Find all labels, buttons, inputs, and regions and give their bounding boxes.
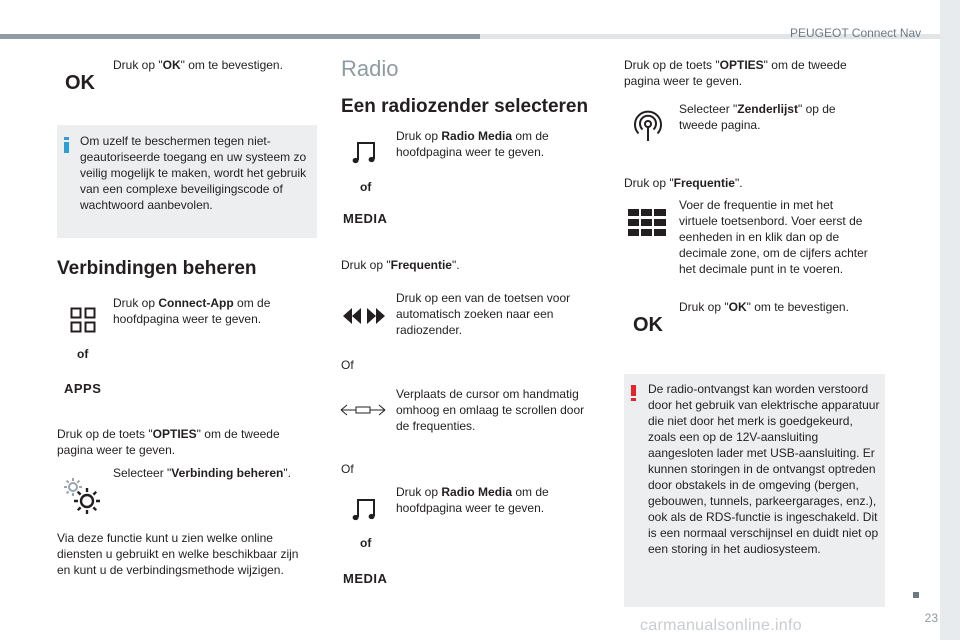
radio-media-instruction-2: Druk op Radio Media om de hoofdpagina weer te geven.: [396, 485, 549, 515]
music-note-icon: [352, 497, 376, 523]
radio-media-instruction: Druk op Radio Media om de hoofdpagina weer te geven.: [396, 129, 549, 159]
info-icon: [64, 137, 69, 151]
ok-icon: OK: [633, 314, 663, 336]
or-label: Of: [341, 462, 354, 476]
of-label: of: [77, 347, 89, 361]
settings-gears-icon: [62, 476, 100, 514]
cursor-instruction: Verplaats de cursor om handmatig omhoog en omlaag te scrollen door de frequenties.: [396, 387, 585, 433]
warning-icon: [631, 385, 636, 401]
apps-instruction: Druk op Connect-App om de hoofdpagina weer te geven.: [113, 296, 271, 326]
frequency-instruction: Druk op "Frequentie".: [624, 176, 743, 190]
select-connection-instruction: Selecteer "Verbinding beheren".: [113, 466, 291, 480]
options-instruction: Druk op de toets "OPTIES" om de tweede pagina weer te geven.: [624, 58, 847, 88]
media-label: MEDIA: [343, 571, 388, 586]
header-rule-dark: [0, 34, 480, 39]
info-box-text: Om uzelf te beschermen tegen niet-geautoriseerde toegang en uw systeem zo veilig mogelijk te maken, wordt het gebruik van een complexe beveiligingscode of wachtwoord aanbevolen.: [80, 134, 307, 212]
ok-instruction: Druk op "OK" om te bevestigen.: [679, 300, 849, 314]
side-bar: [940, 0, 960, 640]
apps-label: APPS: [64, 381, 102, 396]
of-label: of: [360, 536, 372, 550]
radio-title: Radio: [341, 56, 399, 81]
warning-text: De radio-ontvangst kan worden verstoord door het gebruik van elektrische apparatuur die niet door het merk is goedgekeurd, zoals een op de 12V-aansluiting aangesloten lader met USB-aansluiting. Er kunnen storingen in de ontvangst optreden door obstakels in de omgeving (bergen, gebouwen, tunnels, parkeergarages, enz.), ook als de RDS-functie is ingeschakeld. Dit is een normaal verschijnsel en duidt niet op een storing in het audiosysteem.: [648, 382, 880, 556]
media-label: MEDIA: [343, 211, 388, 226]
watermark: carmanualsonline.info: [640, 617, 802, 634]
of-label: of: [360, 180, 372, 194]
keypad-instruction: Voer de frequentie in met het virtuele toetsenbord. Voer eerst de eenheden in en klik dan op de decimale zone, om de cijfers achter het decimale punt in te voeren.: [679, 198, 868, 276]
radio-station-icon: [633, 110, 663, 142]
page-number: 23: [924, 611, 938, 625]
ok-instruction: Druk op "OK" om te bevestigen.: [113, 58, 283, 72]
seek-buttons-icon: [342, 307, 386, 325]
frequency-instruction: Druk op "Frequentie".: [341, 258, 460, 272]
music-note-icon: [352, 140, 376, 166]
continue-marker: [913, 592, 919, 598]
frequency-slider-icon: [340, 403, 386, 417]
keypad-icon: [628, 209, 666, 237]
station-list-instruction: Selecteer "Zenderlijst" op de tweede pagina.: [679, 102, 836, 132]
seek-instruction: Druk op een van de toetsen voor automatisch zoeken naar een radiozender.: [396, 291, 571, 337]
section-title-select-station: Een radiozender selecteren: [341, 96, 589, 117]
ok-icon: OK: [65, 72, 95, 94]
apps-icon: [70, 307, 96, 333]
connections-footer-text: Via deze functie kunt u zien welke online diensten u gebruikt en welke beschikbaar zijn en kunt u de verbindingsmethode wijzigen.: [57, 531, 299, 577]
section-title-connections: Verbindingen beheren: [57, 258, 257, 279]
options-instruction: Druk op de toets "OPTIES" om de tweede pagina weer te geven.: [57, 427, 280, 457]
or-label: Of: [341, 358, 354, 372]
page-header-title: PEUGEOT Connect Nav: [790, 26, 922, 40]
